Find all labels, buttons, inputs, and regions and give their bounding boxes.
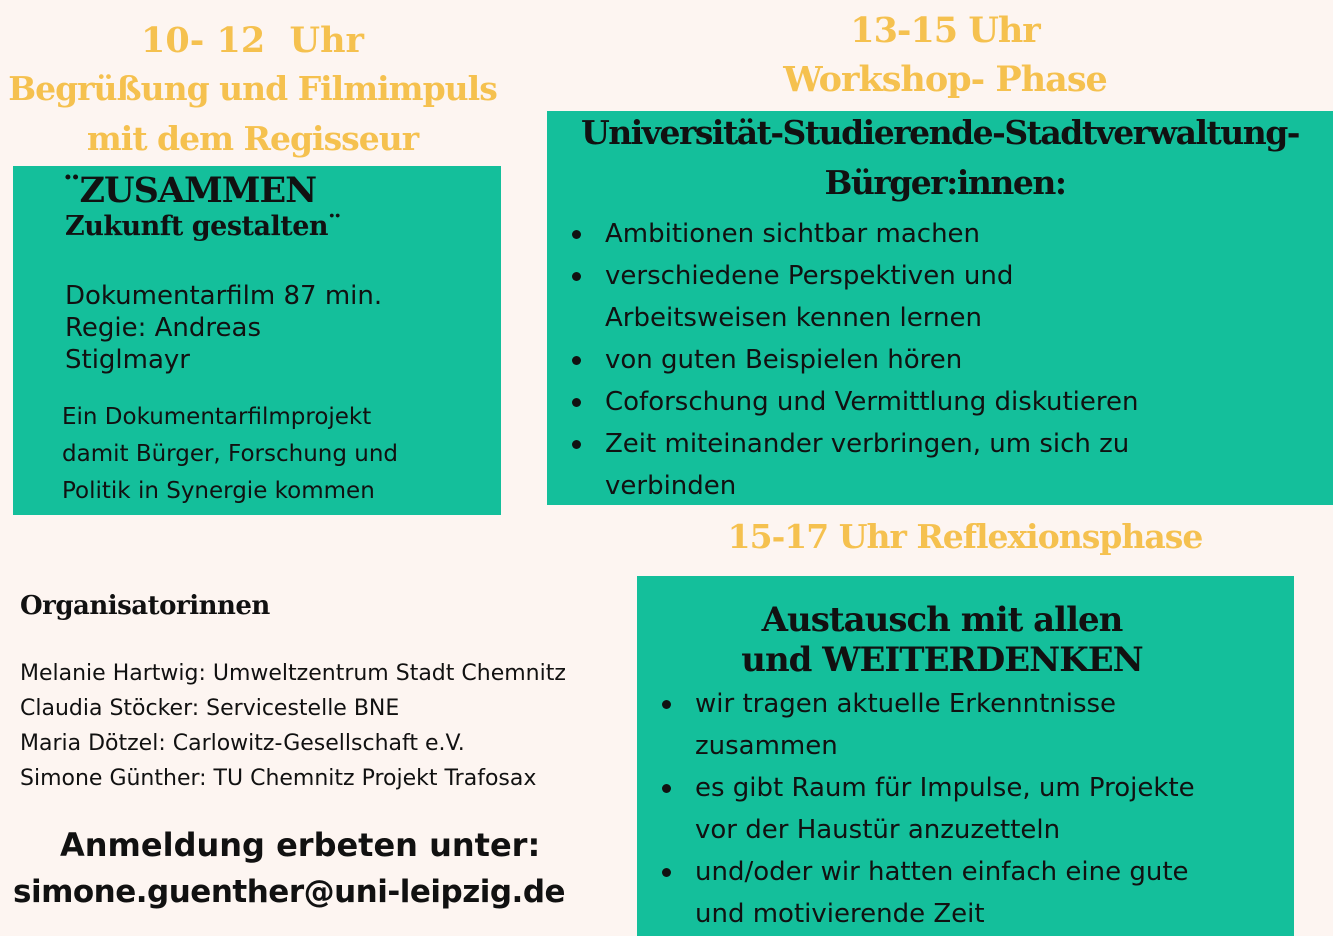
workshop-box-title-line1: Universität-Studierende-Stadtverwaltung- [580, 113, 1299, 152]
organizer-item: Simone Günther: TU Chemnitz Projekt Trafosax [20, 766, 537, 791]
list-item-text: verschiedene Perspektiven und [605, 261, 1014, 291]
list-item-text: wir tragen aktuelle Erkenntnisse [695, 689, 1117, 719]
list-item-text-cont: Arbeitsweisen kennen lernen [605, 303, 982, 333]
list-item [567, 381, 1138, 423]
list-item [567, 213, 1138, 255]
workshop-title: Workshop- Phase [783, 59, 1107, 100]
list-item-text-cont: vor der Haustür anzuzetteln [695, 815, 1061, 845]
list-item-text-cont: zusammen [695, 731, 838, 761]
film-box [13, 166, 501, 515]
list-item-text: es gibt Raum für Impulse, um Projekte [695, 773, 1195, 803]
list-item [567, 255, 1138, 339]
film-info-line1: Dokumentarfilm 87 min. [65, 281, 383, 311]
workshop-box [547, 111, 1333, 505]
morning-heading [0, 18, 505, 164]
registration-email[interactable]: simone.guenther@uni-leipzig.de [13, 874, 566, 910]
film-info-line2: Regie: Andreas [65, 313, 262, 343]
organizer-item: Claudia Stöcker: Servicestelle BNE [20, 696, 400, 721]
reflection-box-title-line2: und WEITERDENKEN [741, 640, 1143, 680]
film-description-line3: Politik in Synergie kommen [62, 478, 375, 504]
film-description [62, 399, 398, 510]
list-item-text: Coforschung und Vermittlung diskutieren [605, 387, 1139, 417]
workshop-heading [755, 8, 1135, 106]
workshop-box-title-line2: Bürger:innen: [824, 163, 1066, 202]
workshop-list [567, 213, 1138, 507]
organizers-heading: Organisatorinnen [20, 591, 270, 621]
reflection-list [657, 683, 1195, 935]
list-item [657, 851, 1195, 935]
film-title-line1: ¨ZUSAMMEN [63, 170, 317, 211]
film-info-line3: Stiglmayr [65, 345, 190, 375]
morning-title-line2: mit dem Regisseur [86, 119, 419, 158]
reflection-box [637, 576, 1294, 936]
list-item-text: Zeit miteinander verbringen, um sich zu [605, 429, 1130, 459]
organizer-item: Maria Dötzel: Carlowitz-Gesellschaft e.V. [20, 731, 465, 756]
list-item [657, 683, 1195, 767]
list-item [567, 423, 1138, 507]
list-item-text: Ambitionen sichtbar machen [605, 219, 981, 249]
film-info [65, 280, 382, 376]
film-title-line2: Zukunft gestalten¨ [65, 211, 342, 242]
list-item [657, 767, 1195, 851]
film-description-line2: damit Bürger, Forschung und [62, 441, 399, 467]
list-item-text: und/oder wir hatten einfach eine gute [695, 857, 1189, 887]
morning-title-line1: Begrüßung und Filmimpuls [8, 69, 497, 108]
organizers-list [20, 656, 566, 796]
organizer-item: Melanie Hartwig: Umweltzentrum Stadt Chemnitz [20, 661, 566, 686]
workshop-time: 13-15 Uhr [850, 10, 1040, 51]
list-item-text-cont: und motivierende Zeit [695, 899, 985, 929]
film-description-line1: Ein Dokumentarfilmprojekt [62, 404, 372, 430]
reflection-box-title-line1: Austausch mit allen [761, 600, 1123, 640]
list-item-text-cont: verbinden [605, 471, 737, 501]
reflection-heading: 15-17 Uhr Reflexionsphase [727, 517, 1203, 556]
registration-label: Anmeldung erbeten unter: [60, 826, 541, 864]
morning-time: 10- 12 Uhr [141, 20, 364, 61]
list-item-text: von guten Beispielen hören [605, 345, 963, 375]
list-item [567, 339, 1138, 381]
